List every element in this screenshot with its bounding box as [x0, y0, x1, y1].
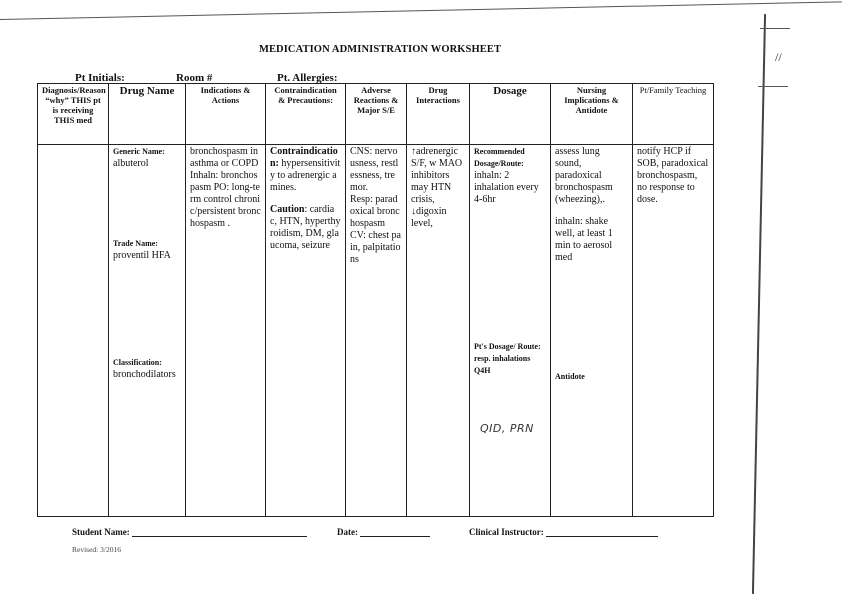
header-dosage: Dosage	[470, 84, 551, 145]
recommended-label: Recommended Dosage/Route:	[474, 147, 525, 168]
trade-label: Trade Name:	[113, 239, 158, 248]
drug-row	[38, 145, 714, 517]
trade-value: proventil HFA	[113, 250, 171, 261]
scan-mark	[760, 28, 790, 29]
nursing-assess: assess lung sound, paradoxical bronchospasm (wheezing),.	[555, 146, 613, 205]
header-teaching: Pt/Family Teaching	[633, 84, 714, 145]
header-indications: Indications & Actions	[186, 84, 266, 145]
contraindications-cell	[266, 145, 346, 517]
student-name-field[interactable]	[72, 527, 307, 537]
instructor-label: Clinical Instructor:	[469, 527, 544, 537]
nursing-inhaln: inhaln: shake well, at least 1 min to aerosol med	[555, 216, 613, 263]
adverse-resp: Resp: paradoxical bronchospasm	[350, 194, 400, 229]
header-nursing: Nursing Implications & Antidote	[551, 84, 633, 145]
class-label: Classification:	[113, 358, 162, 367]
student-name-label: Student Name:	[72, 527, 130, 537]
page-title: MEDICATION ADMINISTRATION WORKSHEET	[258, 44, 502, 55]
adverse-cns: CNS: nervousness, restlessness, tremor.	[350, 146, 399, 193]
recommended-value: inhaln: 2 inhalation every 4-6hr	[474, 170, 539, 205]
pt-initials-label: Pt Initials:	[75, 72, 125, 84]
revised-date: Revised: 3/2016	[72, 545, 121, 554]
antidote-label: Antidote	[555, 372, 585, 381]
header-diagnosis: Diagnosis/Reason “why” THIS pt is receiving THIS med	[38, 84, 109, 145]
adverse-cv: CV: chest pain, palpitations	[350, 230, 401, 265]
scan-mark	[758, 86, 788, 87]
class-value: bronchodilators	[113, 369, 176, 380]
worksheet-table	[37, 83, 714, 517]
indications-cell: bronchospasm in asthma or COPD Inhaln: bronchospasm PO: long-term control chronic/persistent bronchospasm .	[186, 145, 266, 517]
scan-edge-right	[752, 14, 766, 594]
header-drug-name: Drug Name	[109, 84, 186, 145]
generic-label: Generic Name:	[113, 147, 165, 156]
scan-edge-top	[0, 1, 842, 20]
header-interactions: Drug Interactions	[407, 84, 470, 145]
date-field[interactable]	[337, 527, 430, 537]
date-label: Date:	[337, 527, 358, 537]
room-label: Room #	[176, 72, 213, 84]
interactions-cell: ↑adrenergic S/F, w MAO inhibitors may HTN crisis, ↓digoxin level,	[407, 145, 470, 517]
header-row	[38, 84, 714, 145]
caution-value: : cardiac, HTN, hyperthyroidism, DM, glaucoma, seizure	[270, 204, 341, 251]
dosage-cell	[470, 145, 551, 517]
scan-slash-mark: //	[775, 50, 782, 64]
pt-dosage-label: Pt's Dosage/ Route:	[474, 342, 541, 351]
allergies-label: Pt. Allergies:	[277, 72, 338, 84]
pt-dosage-value: resp. inhalations Q4H	[474, 354, 531, 375]
nursing-cell	[551, 145, 633, 517]
adverse-cell	[346, 145, 407, 517]
diagnosis-cell[interactable]	[38, 145, 109, 517]
drug-name-cell	[109, 145, 186, 517]
contra-value: hypersensitivity to adrenergic amines.	[270, 158, 341, 193]
header-adverse: Adverse Reactions & Major S/E	[346, 84, 407, 145]
generic-value: albuterol	[113, 158, 149, 169]
teaching-cell: notify HCP if SOB, paradoxical bronchospasm, no response to dose.	[633, 145, 714, 517]
header-contraindications: Contraindication & Precautions:	[266, 84, 346, 145]
contra-label: Contraindication:	[270, 146, 338, 169]
handwritten-dosage: QID, PRN	[480, 422, 534, 435]
instructor-field[interactable]	[469, 527, 658, 537]
caution-label: Caution	[270, 204, 305, 215]
